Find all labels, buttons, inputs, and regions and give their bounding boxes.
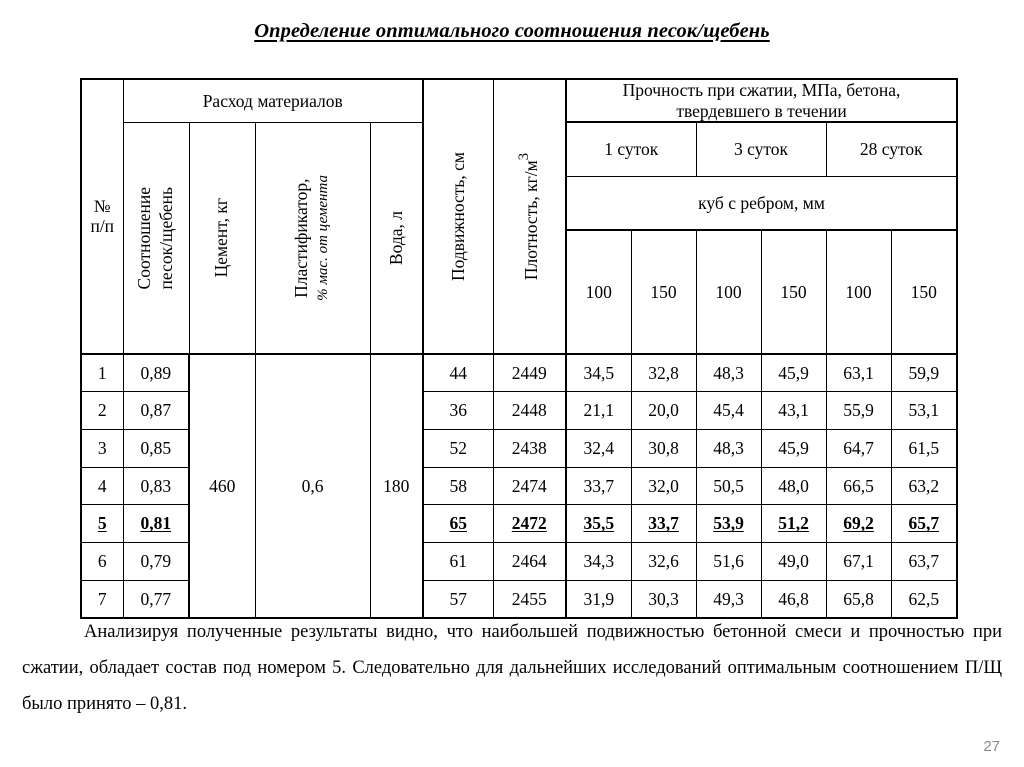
- header-number-symbol: №: [93, 195, 111, 216]
- header-strength-line2: твердевшего в течении: [676, 100, 847, 121]
- cell-strength-28-150: 65,7: [891, 505, 957, 543]
- cell-strength-28-100: 69,2: [826, 505, 891, 543]
- cell-strength-28-100: 66,5: [826, 467, 891, 505]
- cell-ratio: 0,81: [123, 505, 189, 543]
- header-cell-slump: [423, 79, 493, 354]
- header-cement-label: Цемент, кг: [211, 198, 232, 278]
- cell-density: 2474: [493, 467, 566, 505]
- cell-strength-28-100: 55,9: [826, 392, 891, 430]
- cell-strength-1-150: 30,3: [631, 580, 696, 618]
- cell-strength-3-100: 48,3: [696, 430, 761, 468]
- cell-strength-1-150: 32,8: [631, 354, 696, 392]
- cell-ratio: 0,85: [123, 430, 189, 468]
- header-plasticizer-label: Пластификатор, % мас. от цемента: [290, 174, 331, 301]
- cell-strength-28-100: 67,1: [826, 542, 891, 580]
- cell-strength-3-100: 53,9: [696, 505, 761, 543]
- cell-strength-1-150: 32,0: [631, 467, 696, 505]
- cell-ratio: 0,79: [123, 542, 189, 580]
- cell-plasticizer-merged: 0,6: [255, 354, 370, 618]
- cell-slump: 61: [423, 542, 493, 580]
- header-age-3: 3 суток: [696, 122, 826, 176]
- header-slump-label: Подвижность, см: [447, 151, 468, 281]
- cell-strength-1-100: 35,5: [566, 505, 631, 543]
- header-group-materials: Расход материалов: [123, 79, 423, 122]
- cell-slump: 36: [423, 392, 493, 430]
- cell-strength-28-150: 63,2: [891, 467, 957, 505]
- body-paragraph: Анализируя полученные результаты видно, что наибольшей подвижностью бетонной смеси и прочностью при сжатии, обладает состав под номером 5. Следовательно для дальнейших исследований оптимальным соотношением П/Щ было принято – 0,81.: [22, 622, 1002, 715]
- header-strength-line1: Прочность при сжатии, МПа, бетона,: [622, 80, 901, 100]
- table-row: [81, 354, 957, 392]
- cell-ratio: 0,87: [123, 392, 189, 430]
- cell-density: 2455: [493, 580, 566, 618]
- header-cube-size-4: 150: [761, 230, 826, 354]
- results-table: [80, 78, 958, 619]
- cell-strength-3-150: 45,9: [761, 430, 826, 468]
- cell-strength-1-150: 32,6: [631, 542, 696, 580]
- cell-strength-28-150: 61,5: [891, 430, 957, 468]
- page-number: 27: [983, 738, 1000, 755]
- cell-strength-28-100: 63,1: [826, 354, 891, 392]
- cell-strength-28-150: 53,1: [891, 392, 957, 430]
- header-ratio-label: Соотношение песок/щебень: [134, 186, 176, 290]
- cell-strength-3-150: 48,0: [761, 467, 826, 505]
- cell-water-merged: 180: [370, 354, 423, 618]
- header-cube-size-2: 150: [631, 230, 696, 354]
- cell-number: 1: [81, 354, 123, 392]
- header-age-28: 28 суток: [826, 122, 957, 176]
- cell-strength-3-150: 46,8: [761, 580, 826, 618]
- header-cell-water: [370, 122, 423, 354]
- header-cube-size-1: 100: [566, 230, 631, 354]
- cell-number: 2: [81, 392, 123, 430]
- cell-strength-3-150: 43,1: [761, 392, 826, 430]
- cell-ratio: 0,89: [123, 354, 189, 392]
- cell-ratio: 0,83: [123, 467, 189, 505]
- header-cube-size-6: 150: [891, 230, 957, 354]
- cell-slump: 57: [423, 580, 493, 618]
- cell-strength-3-100: 48,3: [696, 354, 761, 392]
- header-age-1: 1 суток: [566, 122, 696, 176]
- header-number-sub: п/п: [90, 216, 115, 237]
- page-title: Определение оптимального соотношения песок/щебень: [254, 20, 770, 42]
- cell-strength-1-150: 33,7: [631, 505, 696, 543]
- header-cell-number: [81, 79, 123, 354]
- cell-strength-28-150: 62,5: [891, 580, 957, 618]
- cell-strength-1-100: 33,7: [566, 467, 631, 505]
- header-cube-size-3: 100: [696, 230, 761, 354]
- cell-strength-1-100: 32,4: [566, 430, 631, 468]
- header-cube-size-5: 100: [826, 230, 891, 354]
- cell-slump: 58: [423, 467, 493, 505]
- cell-density: 2438: [493, 430, 566, 468]
- cell-strength-1-150: 20,0: [631, 392, 696, 430]
- results-table-container: [80, 78, 956, 619]
- cell-density: 2448: [493, 392, 566, 430]
- cell-strength-1-100: 31,9: [566, 580, 631, 618]
- cell-strength-28-100: 65,8: [826, 580, 891, 618]
- cell-strength-1-100: 34,5: [566, 354, 631, 392]
- cell-strength-3-100: 49,3: [696, 580, 761, 618]
- cell-cement-merged: 460: [189, 354, 255, 618]
- cell-ratio: 0,77: [123, 580, 189, 618]
- table-header-row-1: [81, 79, 957, 122]
- header-cell-plasticizer: [255, 122, 370, 354]
- header-density-label: Плотность, $кг/м^3$: [516, 152, 541, 280]
- cell-strength-28-150: 59,9: [891, 354, 957, 392]
- cell-strength-28-150: 63,7: [891, 542, 957, 580]
- cell-density: 2449: [493, 354, 566, 392]
- cell-number: 3: [81, 430, 123, 468]
- cell-slump: 52: [423, 430, 493, 468]
- cell-number: 7: [81, 580, 123, 618]
- cell-strength-3-150: 51,2: [761, 505, 826, 543]
- header-cell-ratio: [123, 122, 189, 354]
- cell-strength-1-100: 21,1: [566, 392, 631, 430]
- cell-density: 2464: [493, 542, 566, 580]
- header-water-label: Вода, л: [385, 210, 406, 265]
- cell-number: 6: [81, 542, 123, 580]
- cell-slump: 65: [423, 505, 493, 543]
- header-cell-density: [493, 79, 566, 354]
- header-cube-label: куб с ребром, мм: [566, 176, 957, 230]
- cell-density: 2472: [493, 505, 566, 543]
- cell-strength-3-100: 45,4: [696, 392, 761, 430]
- cell-strength-1-100: 34,3: [566, 542, 631, 580]
- cell-slump: 44: [423, 354, 493, 392]
- cell-strength-3-150: 49,0: [761, 542, 826, 580]
- cell-number: 5: [81, 505, 123, 543]
- cell-strength-1-150: 30,8: [631, 430, 696, 468]
- cell-strength-3-100: 50,5: [696, 467, 761, 505]
- header-group-strength: [566, 79, 957, 122]
- cell-strength-28-100: 64,7: [826, 430, 891, 468]
- cell-number: 4: [81, 467, 123, 505]
- header-cell-cement: [189, 122, 255, 354]
- cell-strength-3-100: 51,6: [696, 542, 761, 580]
- cell-strength-3-150: 45,9: [761, 354, 826, 392]
